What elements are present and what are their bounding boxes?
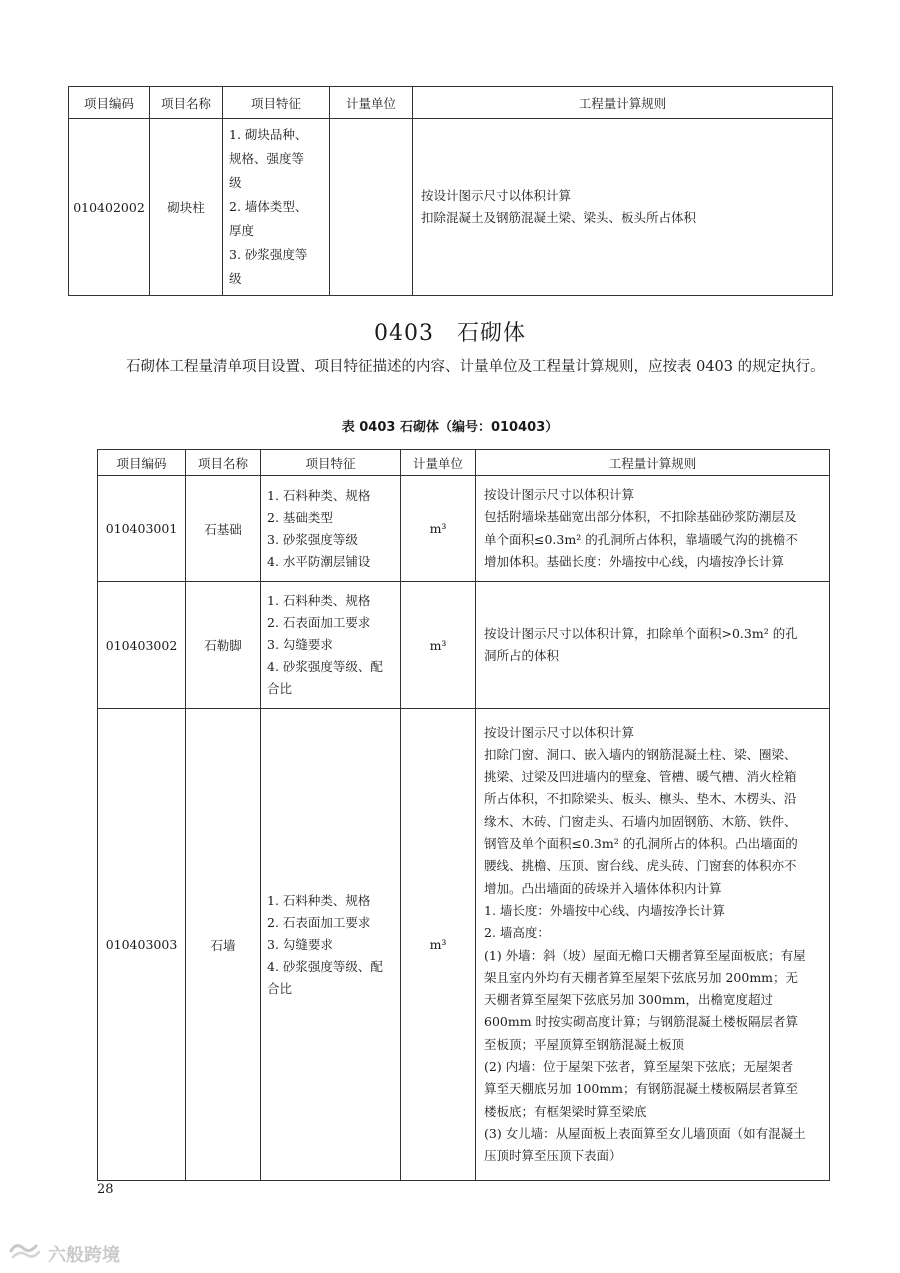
- item-code: 010403003: [98, 709, 186, 1181]
- watermark-logo-icon: [8, 1240, 42, 1267]
- item-unit: m³: [401, 709, 476, 1181]
- header-rules: 工程量计算规则: [476, 450, 830, 476]
- item-rules: 按设计图示尺寸以体积计算 包括附墙垛基础宽出部分体积，不扣除基础砂浆防潮层及 单个面积≤0.3m² 的孔洞所占体积，靠墙暖气沟的挑檐不 增加体积。基础长度：外墙按中心线，内墙按净长计算: [476, 476, 830, 582]
- item-rules: 按设计图示尺寸以体积计算 扣除混凝土及钢筋混凝土梁、梁头、板头所占体积: [413, 119, 833, 296]
- table-010402: [68, 86, 833, 296]
- item-name: 石基础: [186, 476, 261, 582]
- item-code: 010402002: [69, 119, 150, 296]
- header-unit: 计量单位: [401, 450, 476, 476]
- table-row: [98, 709, 830, 1181]
- table-header-row: [98, 450, 830, 476]
- header-features: 项目特征: [223, 87, 330, 119]
- item-name: 石墙: [186, 709, 261, 1181]
- header-code: 项目编码: [98, 450, 186, 476]
- item-name: 砌块柱: [150, 119, 223, 296]
- table-caption: 表 0403 石砌体（编号：010403）: [341, 420, 559, 435]
- item-features: 1. 石料种类、规格 2. 石表面加工要求 3. 勾缝要求 4. 砂浆强度等级、配 合比: [261, 582, 401, 709]
- item-features: 1. 石料种类、规格 2. 石表面加工要求 3. 勾缝要求 4. 砂浆强度等级、配 合比: [261, 709, 401, 1181]
- header-features: 项目特征: [261, 450, 401, 476]
- item-features: 1. 砌块品种、 规格、强度等 级 2. 墙体类型、 厚度 3. 砂浆强度等 级: [223, 119, 330, 296]
- page-number: 28: [97, 1182, 114, 1197]
- item-code: 010403001: [98, 476, 186, 582]
- header-code: 项目编码: [69, 87, 150, 119]
- watermark-text: 六般跨境: [48, 1244, 120, 1266]
- header-unit: 计量单位: [330, 87, 413, 119]
- item-features: 1. 石料种类、规格 2. 基础类型 3. 砂浆强度等级 4. 水平防潮层铺设: [261, 476, 401, 582]
- item-rules: 按设计图示尺寸以体积计算 扣除门窗、洞口、嵌入墙内的钢筋混凝土柱、梁、圈梁、 挑梁、过梁及凹进墙内的壁龛、管槽、暖气槽、消火栓箱 所占体积，不扣除梁头、板头、檩头、垫木、木楞头、沿 缘木、木砖、门窗走头、石墙内加固钢筋、木筋、铁件、 钢管及单个面积≤0.3m² 的孔洞所占的体积。凸出墙面的 腰线、挑檐、压顶、窗台线、虎头砖、门窗套的体积亦不 增加。凸出墙面的砖垛并入墙体体积内计算 1. 墙长度：外墙按中心线、内墙按净长计算 2. 墙高度： (1) 外墙：斜（坡）屋面无檐口天棚者算至屋面板底；有屋 架且室内外均有天棚者算至屋架下弦底另加 200mm；无 天棚者算至屋架下弦底另加 300mm，出檐宽度超过 600mm 时按实砌高度计算；与钢筋混凝土楼板隔层者算 至板顶；平屋顶算至钢筋混凝土板顶 (2) 内墙：位于屋架下弦者，算至屋架下弦底；无屋架者 算至天棚底另加 100mm；有钢筋混凝土楼板隔层者算至 楼板底；有框架梁时算至梁底 (3) 女儿墙：从屋面板上表面算至女儿墙顶面（如有混凝土 压顶时算至压顶下表面）: [476, 709, 830, 1181]
- item-rules: 按设计图示尺寸以体积计算，扣除单个面积>0.3m² 的孔 洞所占的体积: [476, 582, 830, 709]
- item-unit: m³: [401, 476, 476, 582]
- table-row: [98, 476, 830, 582]
- table-row: [98, 582, 830, 709]
- header-rules: 工程量计算规则: [413, 87, 833, 119]
- section-title: 0403 石砌体: [374, 321, 526, 346]
- item-code: 010403002: [98, 582, 186, 709]
- header-name: 项目名称: [150, 87, 223, 119]
- item-unit: [330, 119, 413, 296]
- table-header-row: [69, 87, 833, 119]
- table-0403: [97, 449, 830, 1181]
- item-name: 石勒脚: [186, 582, 261, 709]
- section-paragraph: 石砌体工程量清单项目设置、项目特征描述的内容、计量单位及工程量计算规则，应按表 0403 的规定执行。: [126, 359, 825, 375]
- item-unit: m³: [401, 582, 476, 709]
- table-row: [69, 119, 833, 296]
- watermark: [8, 1240, 120, 1267]
- header-name: 项目名称: [186, 450, 261, 476]
